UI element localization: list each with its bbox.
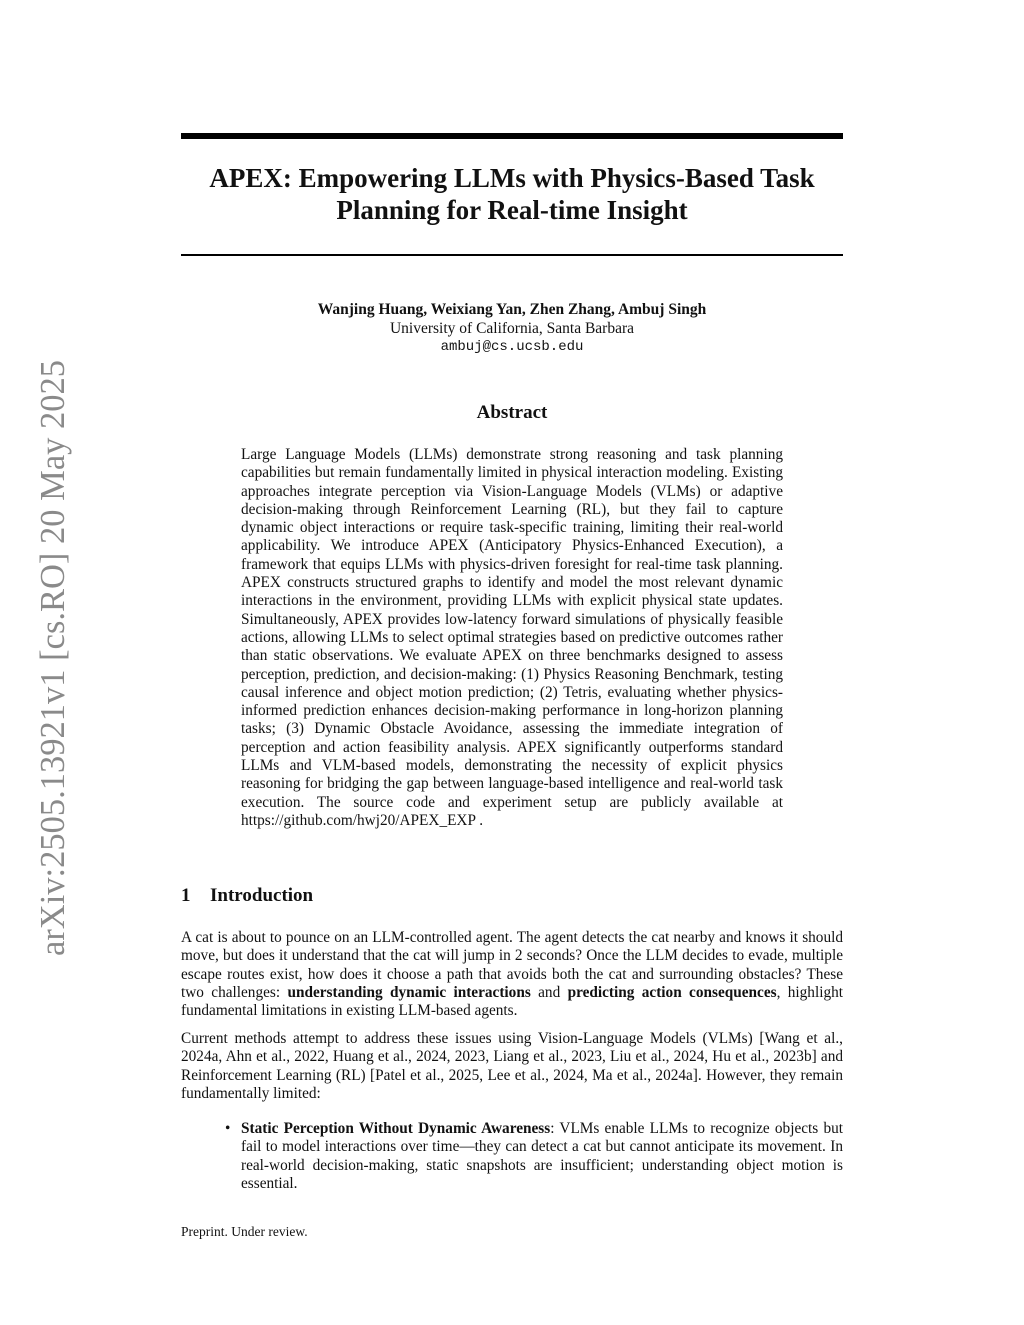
author-block [181,300,843,357]
intro-p1-conjunction: and [530,983,568,1001]
abstract-text: Large Language Models (LLMs) demonstrate strong reasoning and task planning capabilities but remain fundamentally limited in physical interaction modeling. Existing approaches integrate perception via Vision-Language Models (VLMs) or adaptive decision-making through Reinforcement Learning (RL), but they fail to capture dynamic object interactions or require task-specific training, limiting their real-world applicability. We introduce APEX (Anticipatory Physics-Enhanced Execution), a framework that equips LLMs with physics-driven foresight for real-time task planning. APEX constructs structured graphs to identify and model the most relevant dynamic interactions in the environment, providing LLMs with explicit physical state updates. Simultaneously, APEX provides low-latency forward simulations of physically feasible actions, allowing LLMs to select optimal strategies based on predictive outcomes rather than static observations. We evaluate APEX on three benchmarks designed to assess perception, prediction, and decision-making: (1) Physics Reasoning Benchmark, testing causal inference and object motion prediction; (2) Tetris, evaluating whether physics-informed prediction enhances decision-making performance in long-horizon planning tasks; (3) Dynamic Obstacle Avoidance, assessing the immediate integration of perception and action feasibility analysis. APEX significantly outperforms standard LLMs and VLM-based models, demonstrating the necessity of explicit physics reasoning for bridging the gap between language-based intelligence and real-world task execution. The source code and experiment setup are publicly available at https://github.com/hwj20/APEX_EXP . [241,446,783,829]
intro-p1-emphasis-1: understanding dynamic interactions [287,983,531,1001]
abstract-heading: Abstract [476,402,548,423]
intro-p1-text: A cat is about to pounce on an LLM-controlled agent. The agent detects the cat nearby and knows it should move, but does it understand that the cat will jump in 2 seconds? Once the LLM decides to evade, multiple escape routes exist, how does it choose a path that avoids both the cat and surrounding obstacles? These two challenges: [181,929,843,1001]
title-top-rule [181,133,843,139]
arxiv-stamp: arXiv:2505.13921v1 [cs.RO] 20 May 2025 [34,359,72,956]
section-heading-introduction [181,885,313,907]
footer-note: Preprint. Under review. [181,1224,308,1239]
intro-p1-ending: , highlight fundamental limitations in existing LLM-based agents. [181,983,844,1020]
intro-paragraph-2: Current methods attempt to address these issues using Vision-Language Models (VLMs) [Wang et al., 2024a, Ahn et al., 2022, Huang et al., 2024, 2023, Liang et al., 2023, Liu et al., 2024, Hu et al., 2023b] and Reinforcement Learning (RL) [Patel et al., 2025, Lee et al., 2024, Ma et al., 2024a]. However, they remain fundamentally limited: [181,1030,843,1102]
paper-title: APEX: Empowering LLMs with Physics-Based Task Planning for Real-time Insight [209,163,815,225]
intro-paragraph-1 [181,929,843,1020]
author-affiliation: University of California, Santa Barbara [389,320,635,337]
author-email[interactable]: ambuj@cs.ucsb.edu [440,339,584,355]
list-item [181,1120,843,1193]
list-item-title: Static Perception Without Dynamic Awareness [241,1120,551,1137]
title-bottom-rule [181,254,843,256]
intro-p1-emphasis-2: predicting action consequences [567,983,777,1001]
list-item-text: : VLMs enable LLMs to recognize objects but fail to model interactions over time—they can detect a cat but cannot anticipate its movement. In real-world decision-making, static snapshots are insufficient; understanding object motion is essential. [241,1120,843,1192]
section-number: 1 [181,885,191,906]
author-names: Wanjing Huang, Weixiang Yan, Zhen Zhang, Ambuj Singh [317,301,707,318]
section-title: Introduction [210,885,314,906]
bullet-icon: • [225,1120,231,1137]
limitations-list [181,1120,843,1193]
